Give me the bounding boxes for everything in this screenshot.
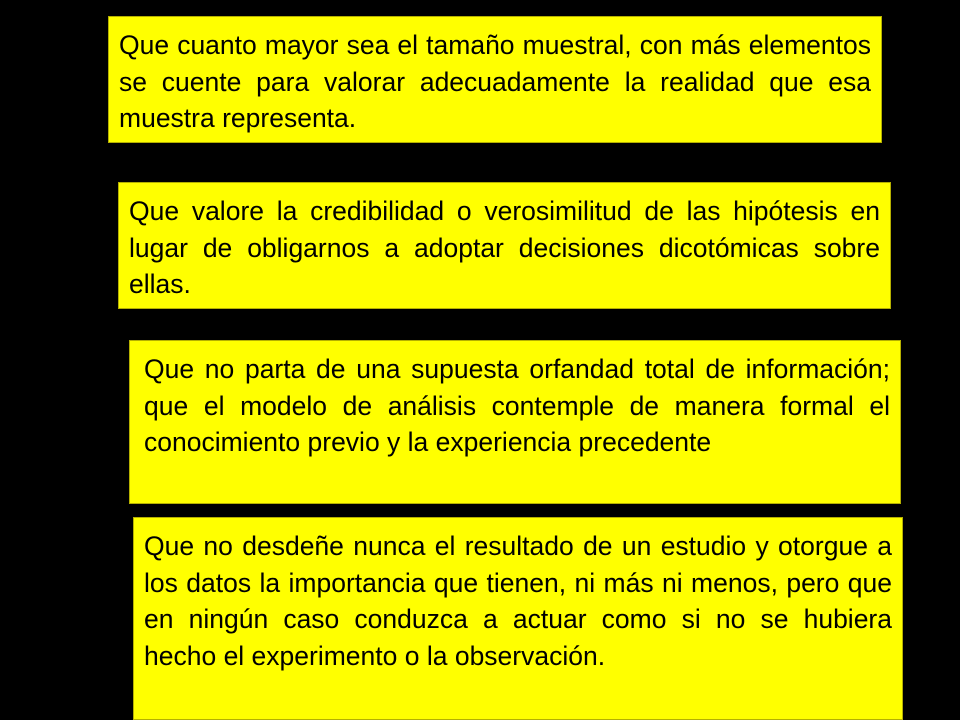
text-box-credibility-text: Que valore la credibilidad o verosimilitud de las hipótesis en lugar de obligarnos a adoptar decisiones dicotómicas sobre ellas. [129,196,880,299]
text-box-sample-size [108,16,882,143]
text-box-credibility [118,182,891,309]
text-box-sample-size-text: Que cuanto mayor sea el tamaño muestral, con más elementos se cuente para valorar adecuadamente la realidad que esa muestra representa. [119,30,871,133]
text-box-prior-knowledge-text: Que no parta de una supuesta orfandad total de información; que el modelo de análisis contemple de manera formal el conocimiento previo y la experiencia precedente [144,354,890,457]
text-box-prior-knowledge [129,340,901,504]
text-box-study-results [133,517,903,720]
text-box-study-results-text: Que no desdeñe nunca el resultado de un estudio y otorgue a los datos la importancia que tienen, ni más ni menos, pero que en ningún caso conduzca a actuar como si no se hubiera hecho el experimento o la observación. [144,531,892,671]
